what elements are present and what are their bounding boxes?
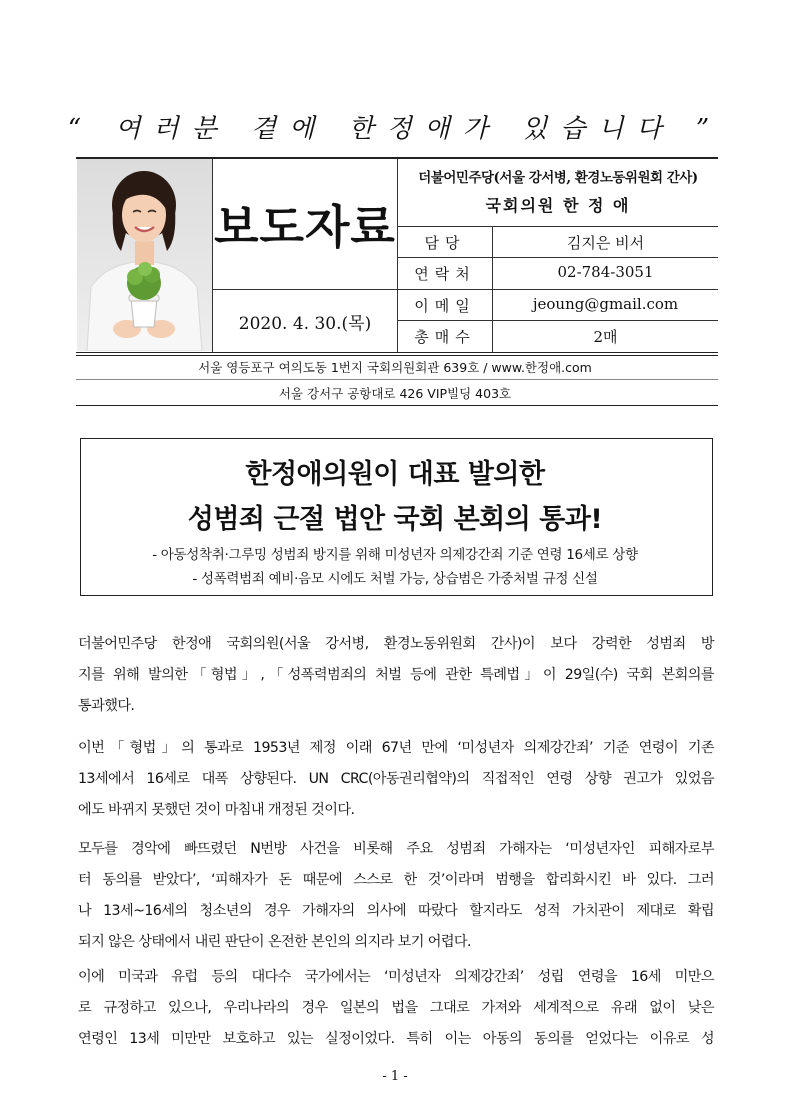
text-line: 연령인 13세 미만만 보호하고 있는 실정이었다. 특히 이는 아동의 동의를 얻었다는 이유로 성: [78, 1031, 714, 1047]
contact-label: 이메일: [414, 297, 476, 315]
paragraph-1: [78, 629, 714, 722]
headline-line-1: 한정애의원이 대표 발의한: [245, 459, 545, 490]
text-line: 이번「형법」의 통과로 1953년 제정 이래 67년 만에 ‘미성년자 의제강간죄’ 기준 연령이 기존: [78, 740, 714, 756]
slogan: “ 여러분 곁에 한정애가 있습니다 ”: [67, 114, 723, 144]
text-line: 통과했다.: [78, 698, 135, 714]
text-line: 에도 바뀌지 못했던 것이 마침내 개정된 것이다.: [78, 802, 355, 818]
contact-value: jeoung@gmail.com: [532, 295, 679, 313]
party-affiliation: 더불어민주당(서울 강서병, 환경노동위원회 간사): [418, 170, 698, 186]
district-office-address: 서울 강서구 공항대로 426 VIP빌딩 403호: [278, 386, 512, 401]
member-name: 국회의원 한 정 애: [485, 196, 631, 215]
release-date: 2020. 4. 30.(목): [238, 313, 372, 334]
text-line: 터 동의를 받았다’, ‘피해자가 돈 때문에 스스로 한 것’이라며 범행을 합리화시킨 바 있다. 그러: [78, 872, 714, 888]
text-line: 나 13세~16세의 청소년의 경우 가해자의 의사에 따랐다 할지라도 성적 가치관이 제대로 확립: [78, 903, 714, 919]
subheadline-2: - 성폭력범죄 예비·음모 시에도 처벌 가능, 상습범은 가중처벌 규정 신설: [192, 571, 598, 587]
text-line: 모두를 경악에 빠뜨렸던 N번방 사건을 비롯해 주요 성범죄 가해자는 ‘미성년자인 피해자로부: [78, 841, 714, 857]
divider: [76, 379, 718, 380]
contact-label: 담당: [424, 234, 466, 252]
headline-line-2: 성범죄 근절 법안 국회 본회의 통과!: [187, 504, 603, 535]
portrait-illustration: [77, 159, 212, 351]
paragraph-4: [78, 962, 714, 1055]
divider: [398, 257, 718, 258]
contact-label: 연락처: [414, 265, 476, 283]
contact-value: 김지은 비서: [566, 234, 645, 252]
text-line: 로 규정하고 있으나, 우리나라의 경우 일본의 법을 그대로 가져와 세계적으로 유래 없이 낮은: [78, 1000, 714, 1016]
paragraph-2: [78, 733, 714, 826]
header-bottom-border: [76, 352, 718, 353]
subheadline-1: - 아동성착취·그루밍 성범죄 방지를 위해 미성년자 의제강간죄 기준 연령 16세로 상향: [152, 547, 638, 563]
contact-value: 2매: [593, 328, 618, 346]
divider: [398, 226, 718, 227]
text-line: 되지 않은 상태에서 내린 판단이 온전한 본인의 의지라 보기 어렵다.: [78, 934, 471, 950]
document-title: 보도자료: [214, 200, 396, 254]
contact-value: 02-784-3051: [557, 263, 654, 281]
paragraph-3: [78, 834, 714, 958]
divider: [398, 289, 718, 290]
page-number: - 1 -: [382, 1069, 408, 1084]
divider: [397, 159, 398, 352]
header-bottom-border: [76, 355, 718, 356]
divider: [76, 405, 718, 406]
text-line: 지를 위해 발의한「형법」,「성폭력범죄의 처벌 등에 관한 특례법」이 29일(수) 국회 본회의를: [78, 667, 714, 683]
text-line: 더불어민주당 한정애 국회의원(서울 강서병, 환경노동위원회 간사)이 보다 강력한 성범죄 방: [78, 636, 714, 652]
divider: [398, 320, 718, 321]
contact-label: 총매수: [414, 328, 476, 346]
text-line: 13세에서 16세로 대폭 상향된다. UN CRC(아동권리협약)의 직접적인 연령 상향 권고가 있었음: [78, 771, 714, 787]
member-photo: [77, 159, 212, 351]
office-address: 서울 영등포구 여의도동 1번지 국회의원회관 639호 / www.한정애.com: [198, 360, 592, 375]
text-line: 이에 미국과 유럽 등의 대다수 국가에서는 ‘미성년자 의제강간죄’ 성립 연령을 16세 미만으: [78, 969, 714, 985]
